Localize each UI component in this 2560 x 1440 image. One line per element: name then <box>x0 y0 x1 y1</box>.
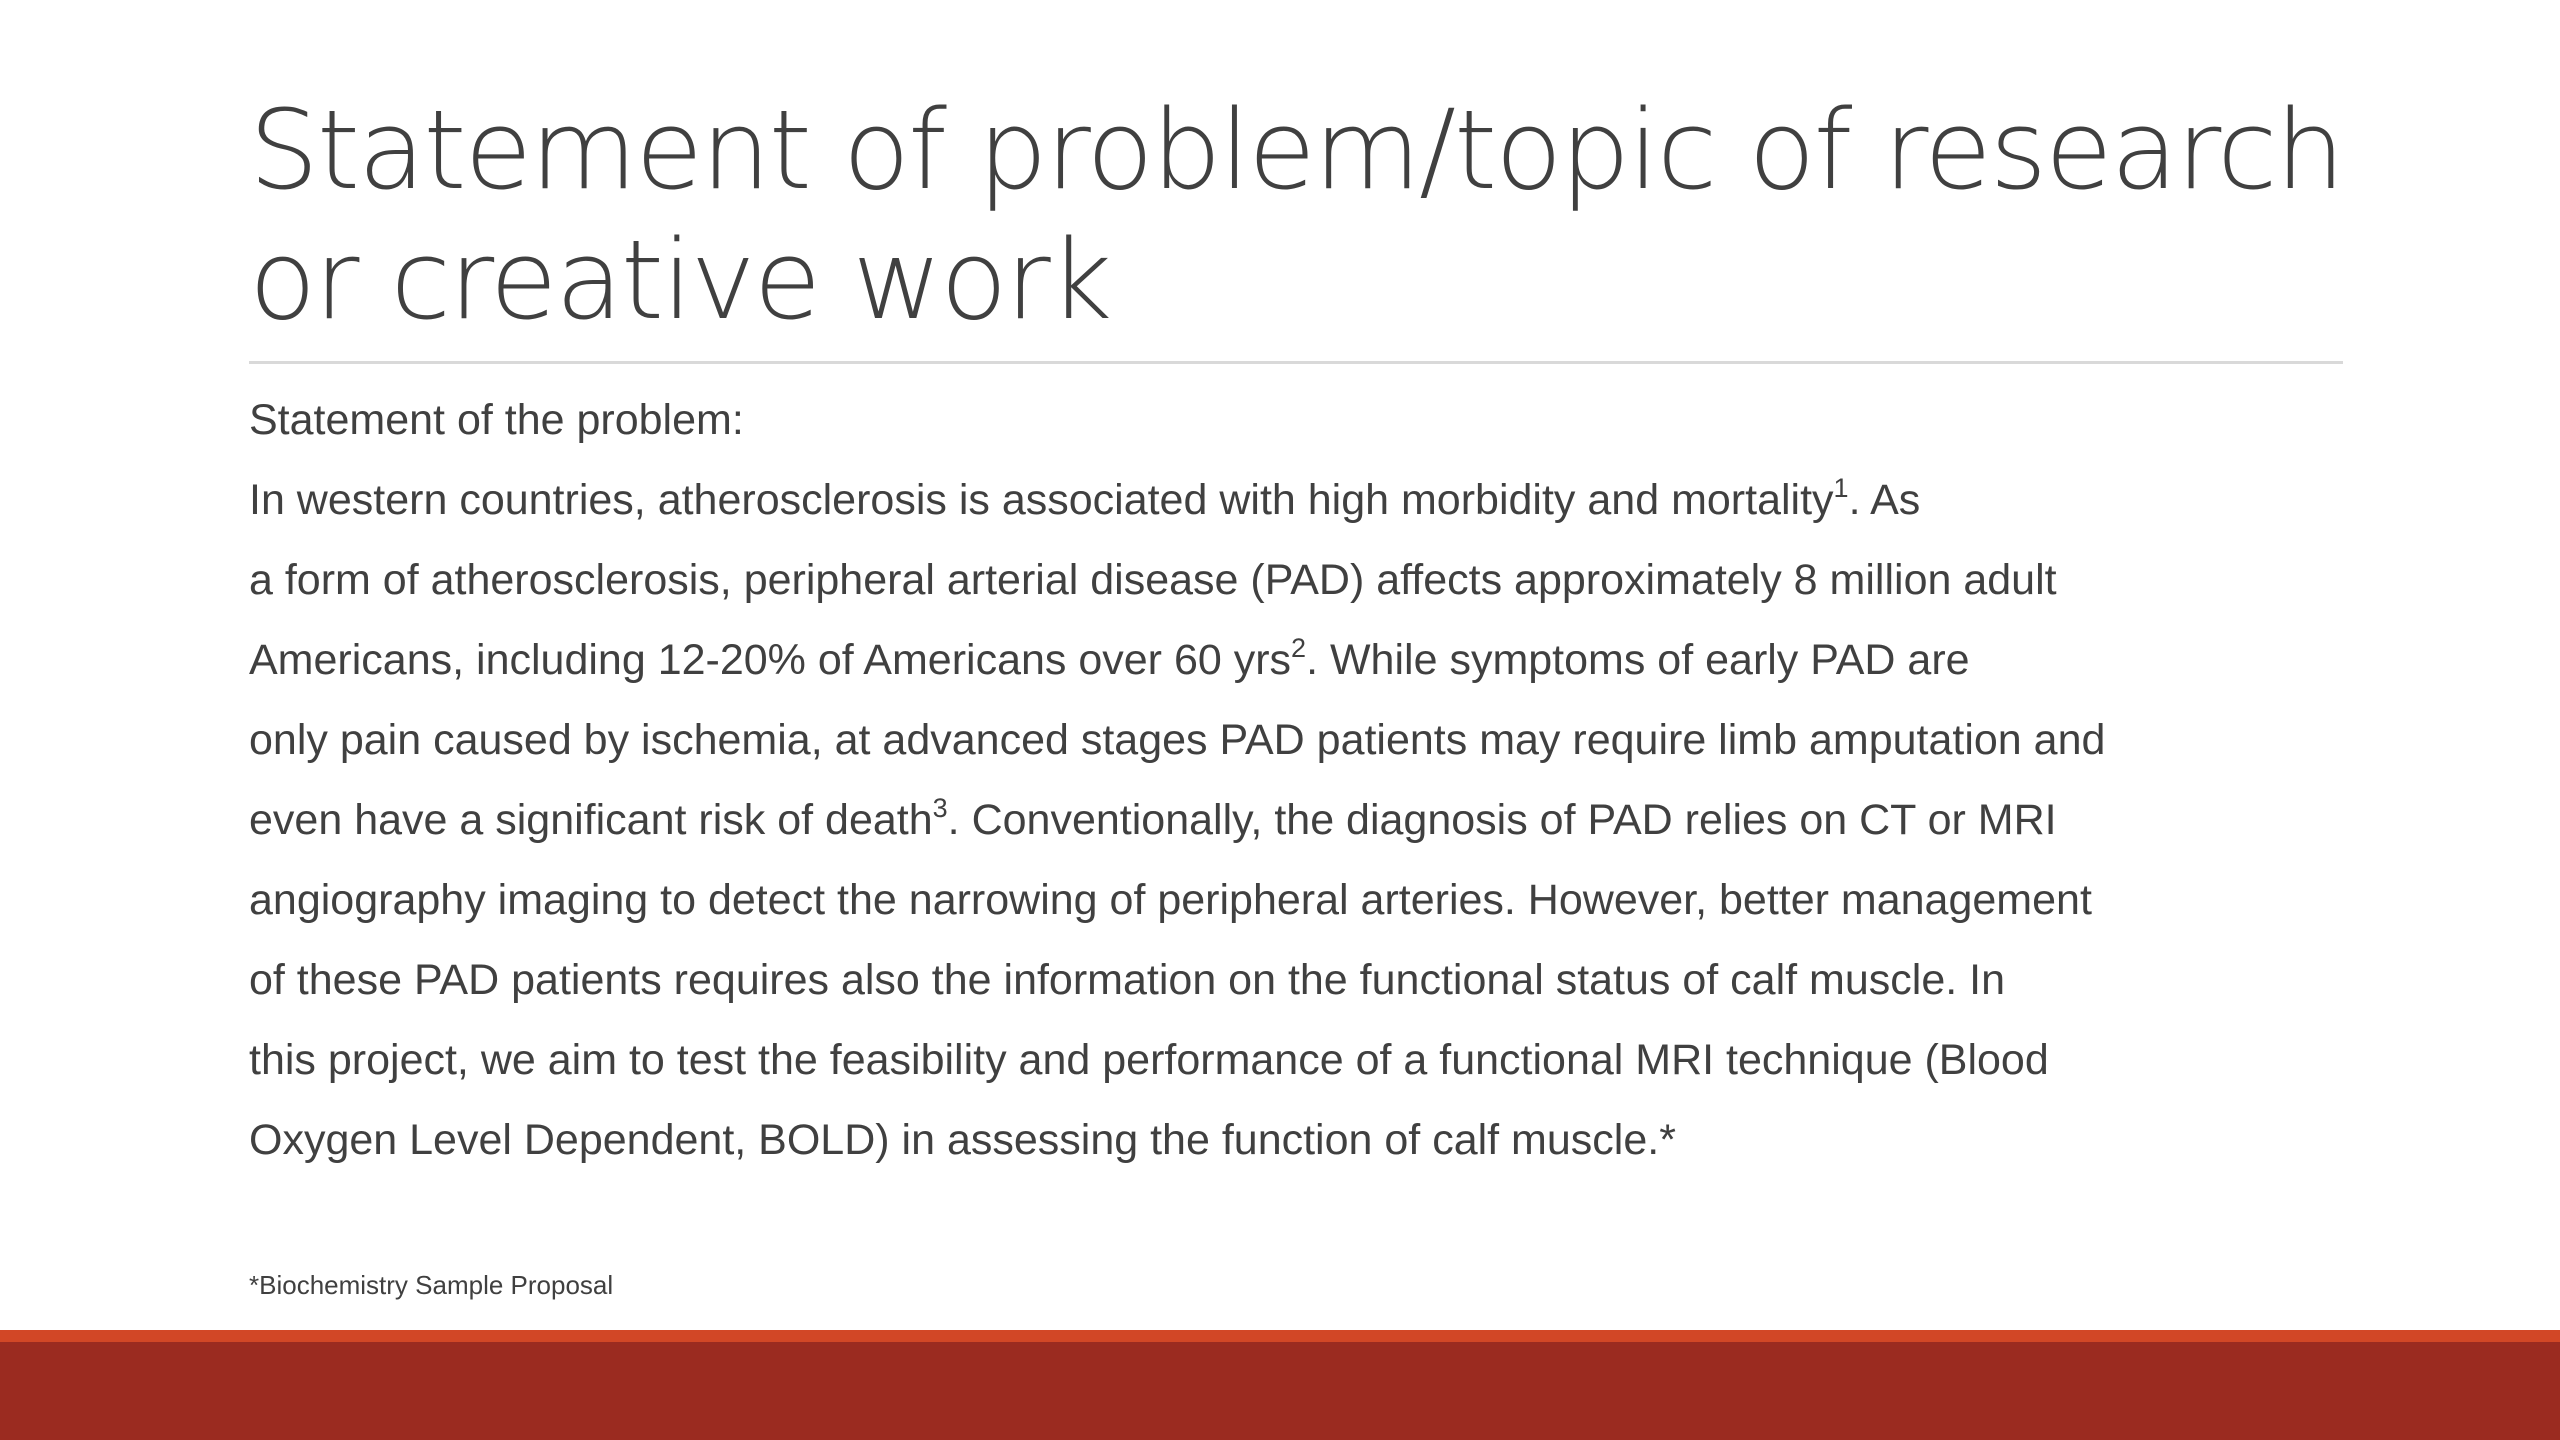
slide-body <box>249 380 2369 1180</box>
body-heading: Statement of the problem: <box>249 396 744 444</box>
footer-accent-band <box>0 1330 2560 1342</box>
body-line: angiography imaging to detect the narrowing of peripheral arteries. However, better management <box>249 876 2092 924</box>
body-line-text: . While symptoms of early PAD are <box>1306 636 1970 684</box>
body-line-text: . Conventionally, the diagnosis of PAD relies on CT or MRI <box>947 796 2057 844</box>
body-line-text: . As <box>1848 476 1921 524</box>
title-line-1: Statement of problem/topic of research <box>249 86 2344 214</box>
body-line <box>249 780 2369 860</box>
citation-superscript: 3 <box>932 792 948 823</box>
body-line: Oxygen Level Dependent, BOLD) in assessing the function of calf muscle.* <box>249 1116 1676 1164</box>
body-line: a form of atherosclerosis, peripheral arterial disease (PAD) affects approximately 8 million adult <box>249 556 2057 604</box>
body-line: of these PAD patients requires also the information on the functional status of calf muscle. In <box>249 956 2005 1004</box>
citation-superscript: 2 <box>1291 632 1307 663</box>
citation-superscript: 1 <box>1833 472 1849 503</box>
body-line-text: Americans, including 12-20% of Americans over 60 yrs <box>249 636 1292 684</box>
body-line <box>249 620 2369 700</box>
title-divider <box>249 361 2343 364</box>
footer-band <box>0 1342 2560 1440</box>
body-line <box>249 460 2369 540</box>
footnote: *Biochemistry Sample Proposal <box>249 1270 614 1300</box>
body-line-text: In western countries, atherosclerosis is associated with high morbidity and mortality <box>249 476 1834 524</box>
title-line-2: or creative work <box>249 216 1111 344</box>
body-line: this project, we aim to test the feasibility and performance of a functional MRI technique (Blood <box>249 1036 2049 1084</box>
slide-title <box>249 85 2359 345</box>
body-line-text: even have a significant risk of death <box>249 796 933 844</box>
body-line: only pain caused by ischemia, at advanced stages PAD patients may require limb amputation and <box>249 716 2106 764</box>
